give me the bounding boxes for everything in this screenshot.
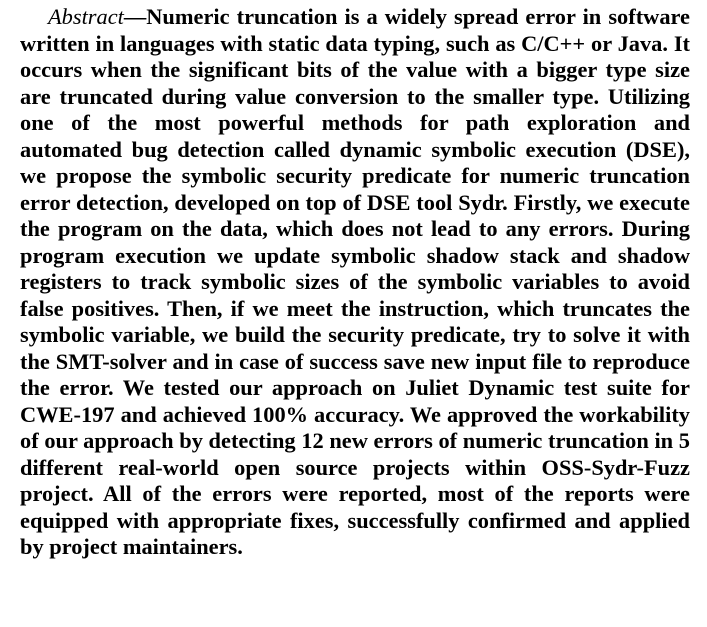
abstract-paragraph bbox=[20, 4, 690, 561]
abstract-dash: — bbox=[123, 4, 147, 29]
abstract-label: Abstract bbox=[48, 4, 124, 29]
paper-page bbox=[20, 4, 690, 624]
abstract-body: Numeric truncation is a widely spread error in software written in languages with static data typing, such as C/C++ or Java. It occurs when the significant bits of the value with a bigger type size are truncated during value conversion to the smaller type. Utilizing one of the most powerful methods for path exploration and automated bug detection called dynamic symbolic execution (DSE), we propose the symbolic security predicate for numeric truncation error detection, developed on top of DSE tool Sydr. Firstly, we execute the program on the data, which does not lead to any errors. During program execution we update symbolic shadow stack and shadow registers to track symbolic sizes of the symbolic variables to avoid false positives. Then, if we meet the instruction, which truncates the symbolic variable, we build the security predicate, try to solve it with the SMT-solver and in case of success save new input file to reproduce the error. We tested our approach on Juliet Dynamic test suite for CWE-197 and achieved 100% accuracy. We approved the workability of our approach by detecting 12 new errors of numeric truncation in 5 different real-world open source projects within OSS-Sydr-Fuzz project. All of the errors were reported, most of the reports were equipped with appropriate fixes, successfully confirmed and applied by project maintainers. bbox=[20, 4, 690, 559]
